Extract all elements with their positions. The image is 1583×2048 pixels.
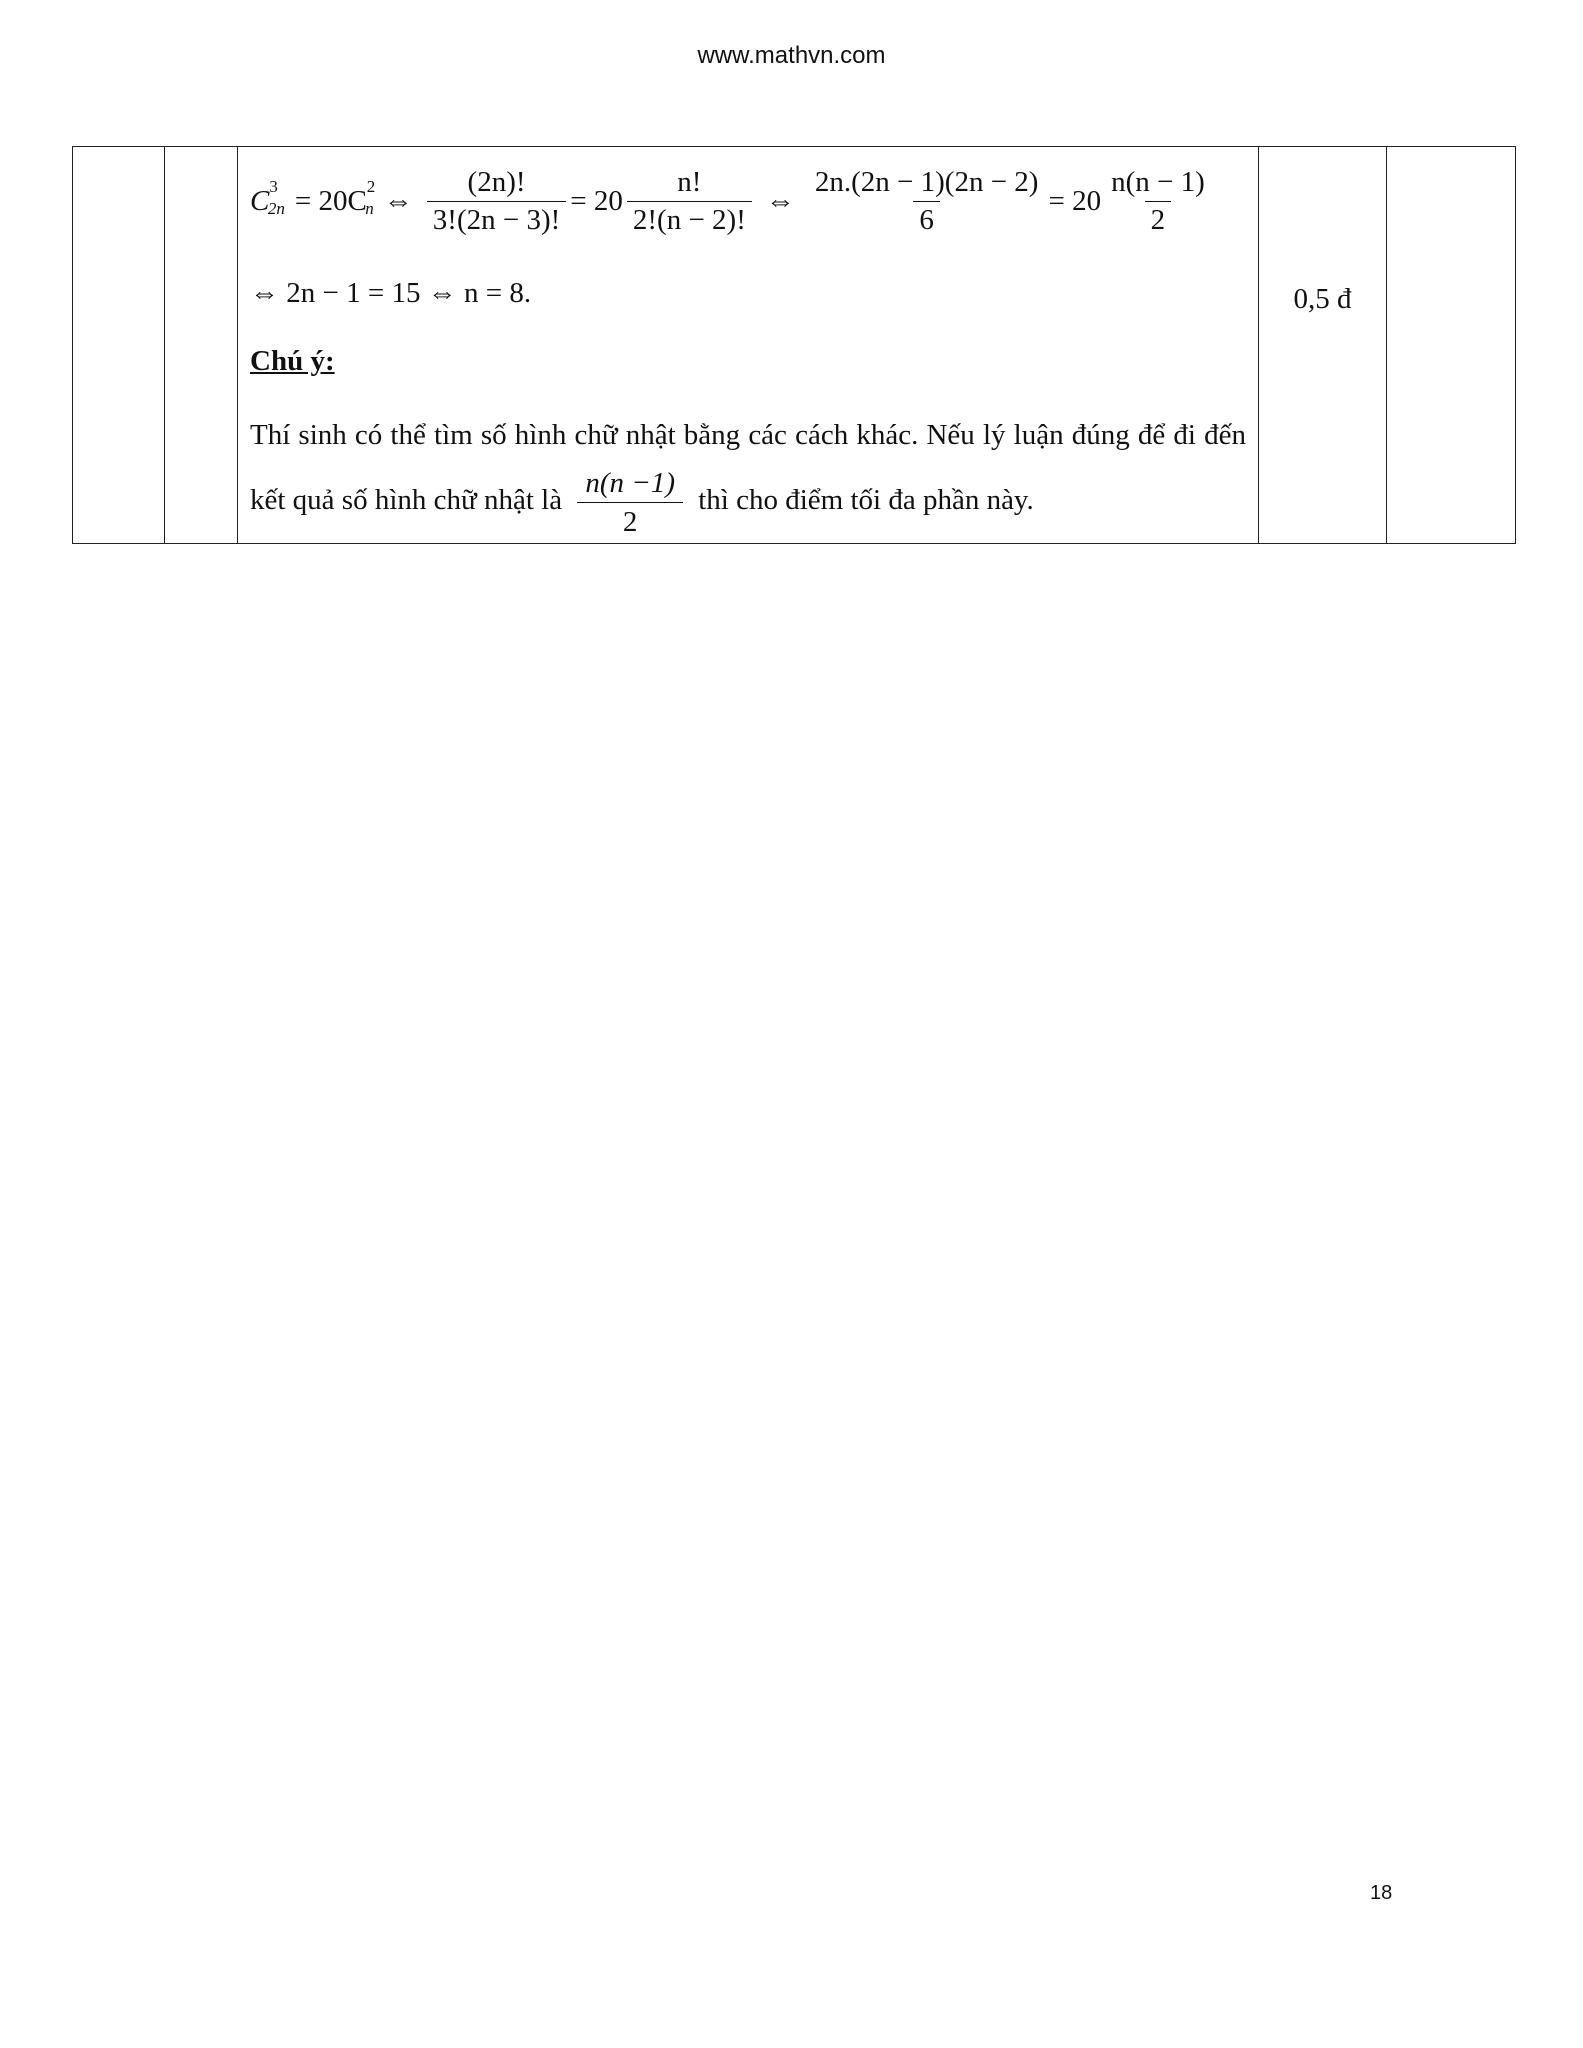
eq1-lhs-sup: 3: [269, 177, 278, 196]
site-header: www.mathvn.com: [697, 42, 886, 69]
iff-symbol: ⇔: [765, 184, 795, 217]
fraction-2-num: n!: [677, 165, 702, 198]
score-cell: [1259, 147, 1387, 544]
note-fraction-den: 2: [577, 502, 683, 541]
eq1-equals: = 20C: [294, 184, 367, 217]
fraction-1-den: 3!(2n − 3)!: [427, 201, 566, 237]
blank-cell-1: [73, 147, 165, 544]
note-text-part-2: thì cho điểm tối đa phần này.: [698, 484, 1034, 517]
solution-cell: [238, 147, 1259, 544]
fraction-4-num: n(n − 1): [1111, 165, 1205, 198]
blank-cell-2: [165, 147, 238, 544]
equation-2: ⇔ 2n − 1 = 15 ⇔ n = 8.: [250, 277, 532, 309]
score-value: 0,5 đ: [1293, 283, 1352, 315]
fraction-3-den: 6: [913, 201, 940, 237]
fraction-1: [427, 166, 566, 237]
note-text-part-1: Thí sinh có thể tìm số hình chữ nhật bằng các cách khác. Nếu lý luận đúng để đi đến kết quả số hình chữ nhật là: [250, 419, 1246, 517]
fraction-4: [1105, 166, 1211, 237]
iff-symbol: ⇔: [383, 184, 413, 217]
note-fraction: [581, 464, 679, 541]
fraction-3-num: 2n.(2n − 1)(2n − 2): [814, 165, 1039, 198]
equation-1: [250, 159, 1246, 243]
eq1-equals-20a: = 20: [570, 184, 623, 217]
fraction-3: [809, 166, 1045, 237]
eq1-equals-20b: = 20: [1048, 184, 1102, 217]
eq1-rhs-sub: n: [365, 199, 374, 218]
eq1-lhs-sub: 2n: [267, 199, 285, 218]
note-fraction-num: n(n −1): [585, 467, 675, 499]
note-text: [250, 406, 1246, 541]
fraction-4-den: 2: [1145, 201, 1172, 237]
eq1-lhs: C: [250, 184, 270, 217]
fraction-1-num: (2n)!: [467, 165, 526, 198]
note-title: Chú ý:: [250, 345, 335, 377]
grading-table: [72, 146, 1516, 544]
fraction-2-den: 2!(n − 2)!: [627, 201, 752, 237]
page-number: 18: [1370, 1882, 1393, 1904]
table-row: [73, 147, 1516, 544]
fraction-2: [627, 166, 752, 237]
blank-cell-3: [1387, 147, 1516, 544]
eq1-rhs-sup: 2: [366, 177, 376, 196]
